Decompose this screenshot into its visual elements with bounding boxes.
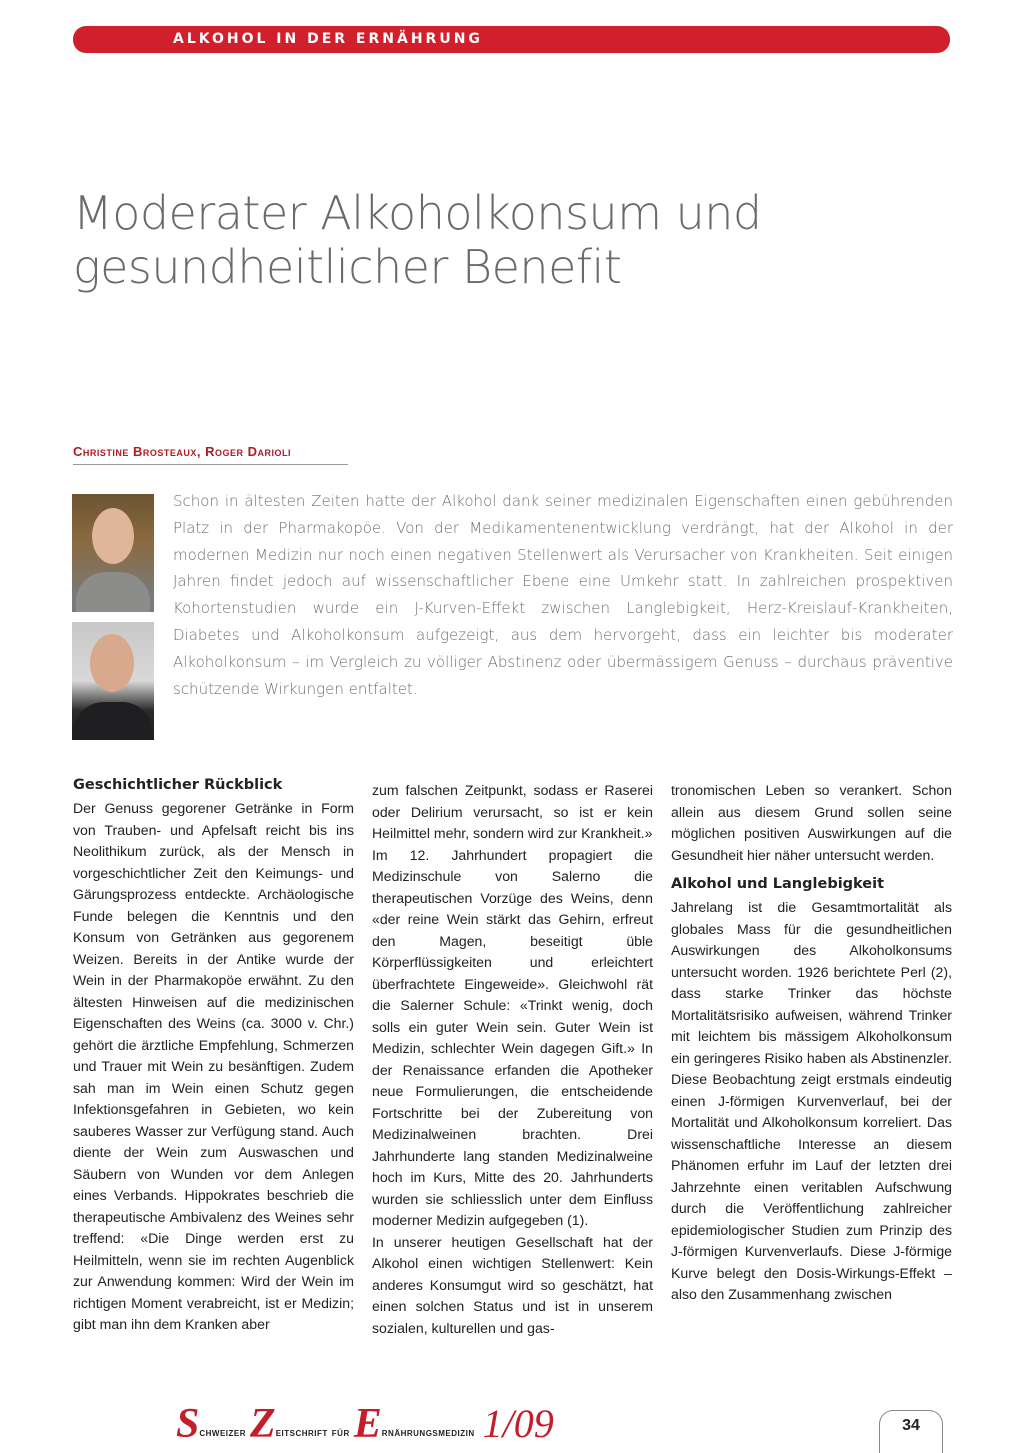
author-photo-brosteaux [72, 494, 154, 612]
logo-letter-s: S [176, 1401, 200, 1447]
author-photo-darioli [72, 622, 154, 740]
photo-shoulders [76, 572, 150, 612]
paragraph: zum falschen Zeitpunkt, sodass er Raserei oder Delirium verursacht, so ist er kein Heilmittel mehr, sondern wird zur Krankheit.» [372, 782, 653, 841]
article-title-line1: Moderater Alkoholkonsum und [73, 186, 762, 240]
section-heading-history: Geschichtlicher Rückblick [73, 777, 283, 793]
article-abstract: Schon in ältesten Zeiten hatte der Alkohol dank seiner medizinalen Eigenschaften einen gebührenden Platz in der Pharmakopöe. Von der Medikamentenentwicklung verdrängt, hat der Alkohol in der modernen Medizin nur noch einen negativen Stellenwert als Verursacher von Krankheiten. Seit einigen Jahren findet jedoch auf wissenschaftlicher Ebene eine Umkehr statt. In zahlreichen prospektiven Kohortenstudien wurde ein J-Kurven-Effekt zwischen Langlebigkeit, Herz-Kreislauf-Krankheiten, Diabetes und Alkoholkonsum aufgezeigt, aus dem hervorgeht, dass ein leichter bis moderater Alkoholkonsum – im Vergleich zu völliger Abstinenz oder übermässigem Genuss – durchaus präventive schützende Wirkungen entfaltet. [173, 492, 953, 698]
text-column-3 [671, 780, 952, 1306]
paragraph: In unserer heutigen Gesellschaft hat der Alkohol einen wichtigen Stellenwert: Kein anderes Konsumgut wird so geschätzt, hat einen solchen Status und ist in unserem sozialen, kulturellen und gas- [372, 1233, 653, 1336]
logo-letter-z: Z [250, 1401, 276, 1447]
authors-underline [73, 464, 348, 465]
issue-number: 1/09 [482, 1401, 554, 1446]
article-authors: Christine Brosteaux, Roger Darioli [73, 444, 292, 459]
article-title-line2: gesundheitlicher Benefit [73, 240, 622, 294]
page-number: 34 [879, 1410, 943, 1453]
logo-word-fuer: FÜR [331, 1428, 350, 1438]
section-heading-longevity: Alkohol und Langlebigkeit [671, 876, 885, 892]
section-header-label: ALKOHOL IN DER ERNÄHRUNG [173, 31, 483, 47]
photo-face [92, 508, 134, 564]
paragraph: Im 12. Jahrhundert propagiert die Medizinschule von Salerno die therapeutischen Vorzüge des Weins, denn «der reine Wein stärkt das Gehirn, erfreut den Magen, beseitigt üble Körperflüssigkeiten und erleichtert überfrachtete Eingeweide». Gleichwohl rät die Salerner Schule: «Trinkt wenig, doch solls ein guter Wein sein. Guter Wein ist Medizin, schlechter Wein dagegen Gift.» In der Renaissance erfanden die Apotheker neue Formulierungen, die entscheidende Fortschritte bei der Zubereitung von Medizinalweinen brachten. Drei Jahrhunderte lang standen Medizinalweine hoch im Kurs, Mitte des 20. Jahrhunderts wurden sie schliesslich unter dem Einfluss moderner Medizin aufgegeben (1). [372, 846, 653, 1228]
paragraph: Jahrelang ist die Gesamtmortalität als globales Mass für die gesundheitlichen Auswirkungen des Alkoholkonsums untersucht worden. 1926 berichtete Perl (2), dass starke Trinker das höchste Mortalitätsrisiko aufweisen, während Trinker mit leichtem bis mässigem Alkoholkonsum ein geringeres Risiko haben als Abstinenzler. Diese Beobachtung zeigt erstmals eindeutig einen J-förmigen Kurvenverlauf, bei der Mortalität und Alkoholkonsum korreliert. Das wissenschaftliche Interesse an diesem Phänomen erfuhr im Lauf der letzten drei Jahrzehnte einen veritablen Aufschwung durch die Veröffentlichung zahlreicher epidemiologischer Studien zum Prinzip des J-förmigen Kurvenverlaufs. Diese J-förmige Kurve belegt den Dosis-Wirkungs-Effekt – also den Zusammenhang zwischen [671, 899, 952, 1302]
text-column-1 [73, 775, 354, 1336]
logo-word-ernaehrungsmedizin: RNÄHRUNGSMEDIZIN [381, 1428, 475, 1438]
logo-letter-e: E [353, 1401, 382, 1447]
logo-word-schweizer: CHWEIZER [199, 1428, 247, 1438]
photo-face [90, 634, 134, 692]
photo-shoulders [74, 702, 152, 740]
text-column-2 [372, 780, 653, 1339]
article-title [73, 186, 953, 294]
journal-logo [176, 1400, 554, 1450]
paragraph: tronomischen Leben so verankert. Schon allein aus diesem Grund sollen seine möglichen positiven Auswirkungen auf die Gesundheit hier näher untersucht werden. [671, 782, 952, 863]
logo-word-zeitschrift: EITSCHRIFT [275, 1428, 328, 1438]
section-header-bar [73, 26, 950, 53]
paragraph: Der Genuss gegorener Getränke in Form von Trauben- und Apfelsaft reicht bis ins Neolithikum zurück, als der Mensch in vorgeschichtlicher Zeit den Keimungs- und Gärungsprozess entdeckte. Archäologische Funde belegen die Kenntnis und den Konsum von Getränken aus gegorenem Weizen. Bereits in der Antike wurde der Wein in der Pharmakopöe erwähnt. Zu den ältesten Hinweisen auf die medizinischen Eigenschaften des Weins (ca. 3000 v. Chr.) gehört die ärztliche Empfehlung, Schmerzen und Trauer mit Wein zu besänftigen. Zudem sah man im Wein einen Schutz gegen Infektionsgefahren in Gebieten, wo kein sauberes Wasser zur Verfügung stand. Auch diente der Wein zum Auswaschen und Säubern von Wunden vor dem Anlegen eines Verbands. Hippokrates beschrieb die therapeutische Ambivalenz des Weines sehr treffend: «Die Dinge werden erst zu Heilmitteln, wenn sie im rechten Augenblick zur Anwendung kommen: Wird der Wein im richtigen Moment verabreicht, ist er Medizin; gibt man ihn dem Kranken aber [73, 800, 354, 1332]
